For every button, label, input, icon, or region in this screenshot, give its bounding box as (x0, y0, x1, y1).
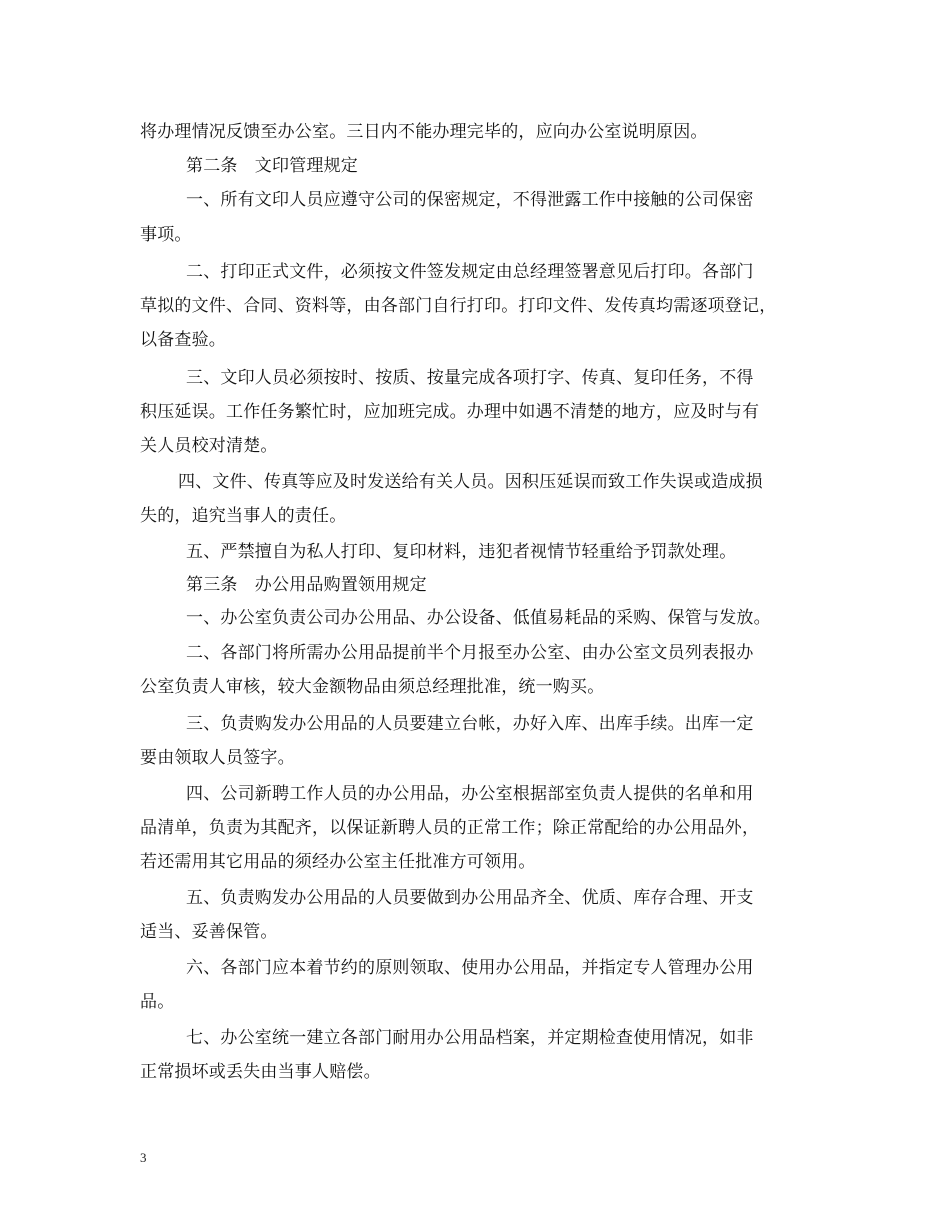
text-line: 品清单，负责为其配齐，以保证新聘人员的正常工作；除正常配给的办公用品外， (140, 818, 760, 838)
text-line: 五、严禁擅自为私人打印、复印材料，违犯者视情节轻重给予罚款处理。 (186, 542, 737, 562)
text-line: 品。 (140, 992, 175, 1012)
text-line: 二、各部门将所需办公用品提前半个月报至办公室、由办公室文员列表报办 (186, 643, 754, 663)
text-line: 事项。 (140, 225, 192, 245)
text-line: 六、各部门应本着节约的原则领取、使用办公用品，并指定专人管理办公用 (186, 958, 754, 978)
text-line: 将办理情况反馈至办公室。三日内不能办理完毕的，应向办公室说明原因。 (140, 122, 708, 142)
text-line: 失的，追究当事人的责任。 (140, 506, 347, 526)
text-line: 四、公司新聘工作人员的办公用品，办公室根据部室负责人提供的名单和用 (186, 784, 754, 804)
text-line: 关人员校对清楚。 (140, 436, 278, 456)
text-line: 积压延误。工作任务繁忙时，应加班完成。办理中如遇不清楚的地方，应及时与有 (140, 402, 760, 422)
text-line: 三、负责购发办公用品的人员要建立台帐，办好入库、出库手续。出库一定 (186, 714, 754, 734)
text-line: 要由领取人员签字。 (140, 748, 295, 768)
text-line: 四、文件、传真等应及时发送给有关人员。因积压延误而致工作失误或造成损 (178, 472, 763, 492)
section-heading: 第二条 文印管理规定 (186, 156, 358, 176)
text-line: 正常损坏或丢失由当事人赔偿。 (140, 1062, 381, 1082)
text-line: 草拟的文件、合同、资料等，由各部门自行打印。打印文件、发传真均需逐项登记， (140, 296, 777, 316)
text-line: 一、办公室负责公司办公用品、办公设备、低值易耗品的采购、保管与发放。 (186, 608, 771, 628)
text-line: 适当、妥善保管。 (140, 922, 278, 942)
page-number: 3 (140, 1150, 147, 1165)
section-heading: 第三条 办公用品购置领用规定 (186, 575, 427, 595)
text-line: 三、文印人员必须按时、按质、按量完成各项打字、传真、复印任务，不得 (186, 368, 754, 388)
text-line: 五、负责购发办公用品的人员要做到办公用品齐全、优质、库存合理、开支 (186, 888, 754, 908)
text-line: 二、打印正式文件，必须按文件签发规定由总经理签署意见后打印。各部门 (186, 262, 754, 282)
text-line: 七、办公室统一建立各部门耐用办公用品档案，并定期检查使用情况，如非 (186, 1028, 754, 1048)
text-line: 一、所有文印人员应遵守公司的保密规定，不得泄露工作中接触的公司保密 (186, 190, 754, 210)
text-line: 以备查验。 (140, 330, 226, 350)
text-line: 若还需用其它用品的须经办公室主任批准方可领用。 (140, 852, 536, 872)
text-line: 公室负责人审核，较大金额物品由须总经理批准，统一购买。 (140, 677, 605, 697)
